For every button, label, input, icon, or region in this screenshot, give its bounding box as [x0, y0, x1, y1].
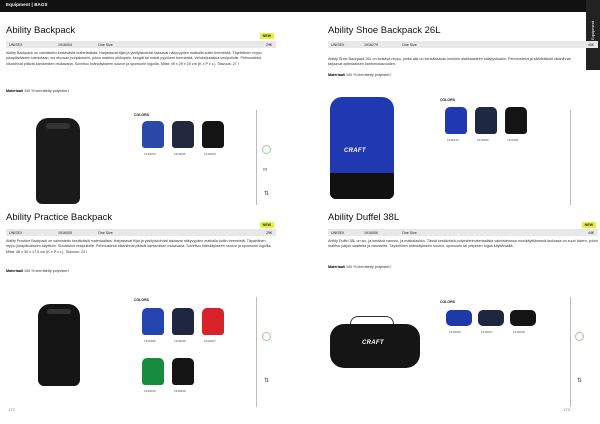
new-badge: NEW — [582, 222, 596, 228]
product-card — [6, 212, 276, 412]
sku: 1916006 — [364, 230, 378, 235]
material-label: Materiaali — [328, 265, 346, 269]
colors-label: COLORS — [440, 98, 455, 102]
spec-bar — [6, 229, 276, 236]
divider — [570, 297, 571, 407]
page-number-left: 172 — [8, 407, 15, 412]
product-title: Ability Backpack — [6, 25, 76, 36]
sku: 1916005 — [58, 230, 72, 235]
color-code: 1916006 — [204, 152, 216, 156]
product-description: Ability Backpack on valmistettu kestävästä materiaalista. Harjastavat tiljat ja yksityiskohdat takaavat näkyvyyden matkalla kotiin treeneistä. Täydellinen reppu jokapäiväiseen toimintaan, iso etuosan pohjakeskiri, johon mahtuu pikkupalo, kengät tai märät pyyhkeet treeneistä. Vetoketjutaskut vesipullolle. Pehmustetut olkahihnat pitävät kantamisen mukavana. Soveltuu brändäykseen source ja sponsorin logoilla. Mitat: 49 x 29 x 20 cm (K x P x L). Tilavuus: 27 l — [6, 51, 262, 66]
unisex-label: UNISEX — [331, 230, 345, 235]
color-code: 1916280 — [477, 138, 489, 142]
color-code: 1916006 — [449, 330, 461, 334]
color-code: 1916279 — [447, 138, 459, 142]
color-swatch-1916004[interactable] — [142, 121, 164, 148]
color-code: 1916004 — [144, 152, 156, 156]
material-label: Materiaali — [328, 73, 346, 77]
color-code: 1916009 — [174, 389, 186, 393]
colors-label: COLORS — [440, 300, 455, 304]
price: 45€ — [588, 42, 594, 47]
sku: 1916279 — [364, 42, 378, 47]
product-hero-image — [38, 304, 80, 386]
recycled-icon — [575, 332, 584, 341]
color-swatch-1916006[interactable] — [202, 121, 224, 148]
color-code: 1916281 — [507, 138, 519, 142]
price: 29€ — [266, 42, 272, 47]
spec-bar — [6, 41, 276, 48]
color-swatch-1916008[interactable] — [142, 358, 164, 385]
product-card — [328, 212, 598, 412]
capacity-icon: ⇅ — [264, 191, 270, 197]
capacity-icon: ⇅ — [577, 378, 583, 384]
material-value: 100 % kierrätetty polyesteri — [346, 265, 391, 269]
color-swatch-1916005[interactable] — [172, 121, 194, 148]
side-tab-label: Equipment — [590, 20, 595, 40]
colors-label: COLORS — [134, 298, 149, 302]
color-swatch-1916281[interactable] — [505, 107, 527, 134]
product-hero-image — [330, 324, 420, 368]
color-swatch-1916006[interactable] — [172, 308, 194, 335]
recycled-icon — [262, 332, 271, 341]
hero-logo: CRAFT — [362, 340, 384, 346]
product-title: Ability Practice Backpack — [6, 212, 113, 223]
hero-shoe-compartment — [330, 173, 394, 199]
color-swatch-1916005[interactable] — [142, 308, 164, 335]
hero-strap — [47, 309, 71, 314]
divider — [256, 110, 257, 205]
color-code: 1916007 — [481, 330, 493, 334]
spec-bar — [328, 41, 598, 48]
product-card — [6, 25, 276, 205]
size: One Size — [402, 230, 417, 235]
material-line — [328, 73, 391, 77]
product-hero-image — [36, 118, 80, 204]
product-title: Ability Duffel 38L — [328, 212, 400, 223]
sku: 1916004 — [58, 42, 72, 47]
product-description: Ability Duffel 38L on iso, ja kestävä varusto- ja matkalaukku. Tässä kestävästä polyesterimateriaalista valmistetussa monikäyttöisessä laukussa on suuri lokero, johon mahtuu paljon saattelta ja varusteita. Täydellinen brändäykseen source, sponsorin tai yrityksen logoa käyttämällä. — [328, 239, 598, 249]
divider — [256, 297, 257, 407]
material-label: Materiaali — [6, 269, 24, 273]
product-title: Ability Shoe Backpack 26L — [328, 25, 441, 36]
material-line — [6, 89, 69, 93]
new-badge: NEW — [260, 33, 274, 39]
color-code: 1916005 — [174, 152, 186, 156]
new-badge: NEW — [260, 222, 274, 228]
product-description: Ability Practice Backpack on valmistettu kestävästä materiaalista. Harjastavat tiljat ja yksityiskohdat takaavat näkyvyyden matkalla kotiin treeneistä. Täydellinen reppu jokapäiväiseen käyttöön. Sivutaskut vesipullolle. Pehmustetut olkahihnat pitävät kantamisen mukavana. Soveltuu brändäykseen source ja sponsorin logoilla. Mitat: 48 x 30 x 17,5 cm (K x P x L). Tilavuus: 24 l — [6, 239, 272, 254]
color-swatch-1916280[interactable] — [475, 107, 497, 134]
recycled-icon — [262, 145, 271, 154]
divider — [570, 110, 571, 205]
price: 44€ — [588, 230, 594, 235]
capacity-icon: ⇅ — [264, 378, 270, 384]
page-number-right: 173 — [563, 407, 570, 412]
material-line — [6, 269, 69, 273]
color-swatch-1916279[interactable] — [445, 107, 467, 134]
unisex-label: UNISEX — [331, 42, 345, 47]
color-swatch-1916007[interactable] — [202, 308, 224, 335]
color-swatch-1916007[interactable] — [478, 310, 504, 326]
size: One Size — [98, 230, 113, 235]
hero-logo: CRAFT — [344, 148, 366, 154]
colors-label: COLORS — [134, 113, 149, 117]
color-code: 1916008 — [144, 389, 156, 393]
hero-strap — [46, 123, 70, 129]
material-line — [328, 265, 391, 269]
hero-handle — [350, 316, 394, 324]
product-description: Ability Shoe Backpack 26L on kestävä reppu, jonka alla on kenkäkaavan kenkien alakkaasteen säilytyskaarin. Pehmustetut ja säädettävät olkahihnat tarjoavat optimaalisen kantomukavuuden. — [328, 57, 571, 67]
material-label: Materiaali — [6, 89, 24, 93]
unisex-label: UNISEX — [9, 42, 23, 47]
size: One Size — [98, 42, 113, 47]
material-value: 100 % kierrätetty polyesteri — [24, 269, 69, 273]
color-swatch-1916006[interactable] — [446, 310, 472, 326]
size: One Size — [402, 42, 417, 47]
spec-bar — [328, 229, 598, 236]
product-card — [328, 25, 598, 205]
top-bar — [0, 0, 600, 12]
breadcrumb: Equipment | BAGS — [6, 2, 48, 7]
color-code: 1916005 — [144, 339, 156, 343]
color-swatch-1916009[interactable] — [172, 358, 194, 385]
infinity-icon: ∞ — [263, 167, 268, 173]
material-value: 100 % kierrätetty polyesteri — [24, 89, 69, 93]
color-swatch-1916008[interactable] — [510, 310, 536, 326]
color-code: 1916007 — [204, 339, 216, 343]
unisex-label: UNISEX — [9, 230, 23, 235]
price: 25€ — [266, 230, 272, 235]
color-code: 1916006 — [174, 339, 186, 343]
material-value: 100 % kierrätetty polyesteri — [346, 73, 391, 77]
color-code: 1916008 — [513, 330, 525, 334]
